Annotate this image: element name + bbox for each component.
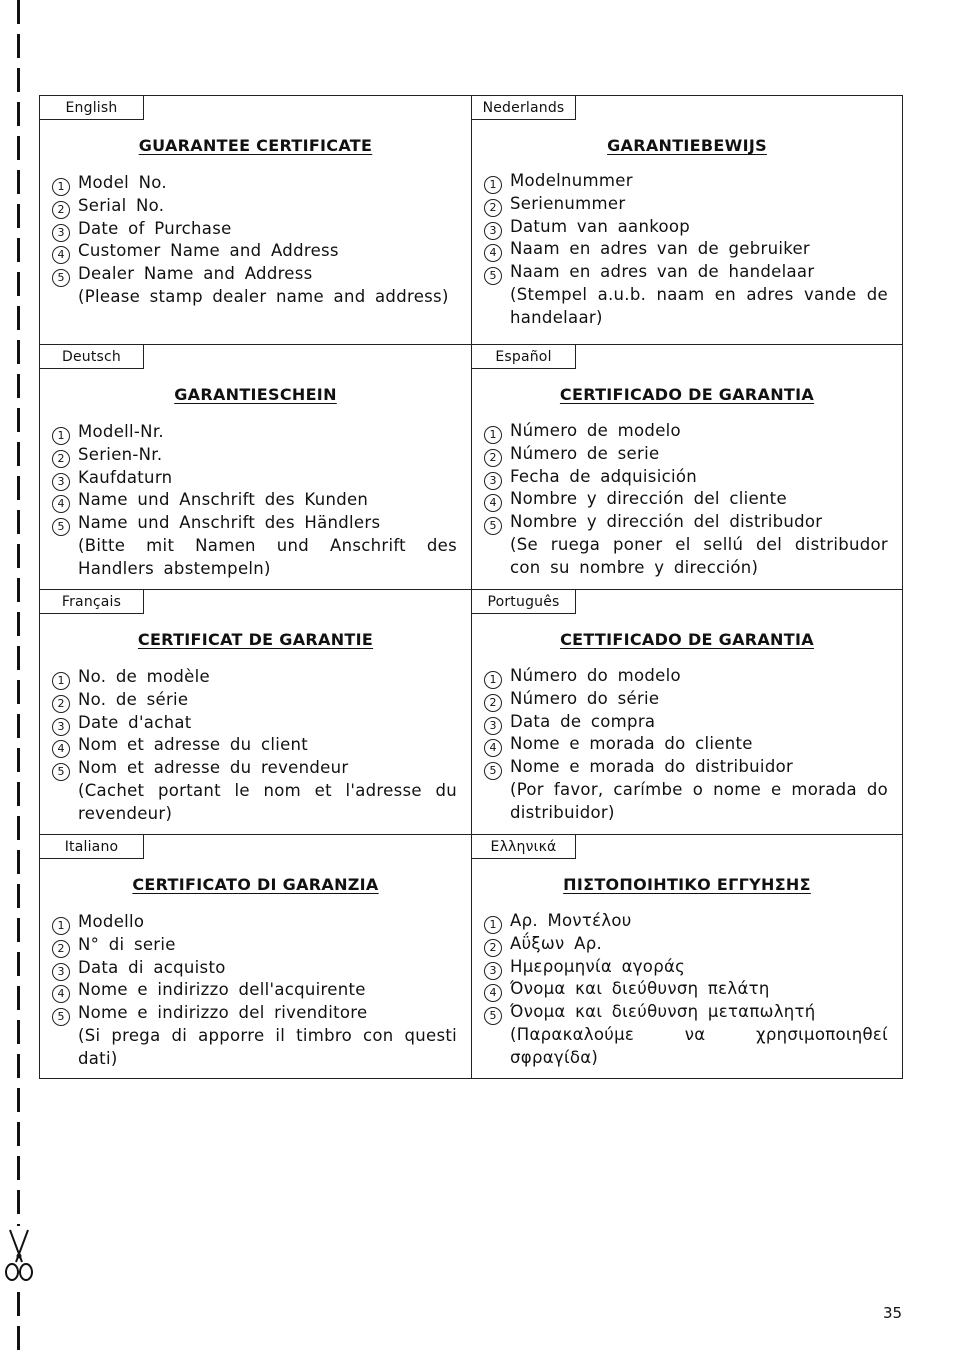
section-title: ΠΙΣΤΟΠΟΙΗΤΙΚΟ ΕΓΓΥΗΣΗΣ <box>563 875 811 894</box>
certificate-section-2 <box>472 96 902 345</box>
section-title: CETTIFICADO DE GARANTIA <box>560 630 814 649</box>
field-item <box>484 978 888 1001</box>
field-label: Nombre y dirección del cliente <box>510 489 787 509</box>
field-item <box>484 688 888 711</box>
field-item <box>52 195 457 218</box>
field-item <box>484 665 888 688</box>
field-label: Ημερομηνία αγοράς <box>510 956 686 976</box>
certificate-section-1 <box>40 96 472 345</box>
item-number-marker: 3 <box>484 222 502 240</box>
field-label: Número de modelo <box>510 421 681 440</box>
item-number-marker: 4 <box>52 740 70 758</box>
field-item <box>52 1002 457 1025</box>
section-title: CERTIFICAT DE GARANTIE <box>137 630 374 649</box>
certificate-section-6 <box>472 590 902 835</box>
item-number-marker: 5 <box>52 1008 70 1026</box>
field-label: Data di acquisto <box>78 957 226 977</box>
item-number-marker: 1 <box>484 671 502 689</box>
page-number: 35 <box>883 1304 903 1322</box>
field-label: Serial No. <box>78 195 165 215</box>
item-number-marker: 5 <box>484 267 502 285</box>
item-number-marker: 3 <box>52 718 70 736</box>
field-label: Nome e morada do cliente <box>510 734 753 754</box>
certificate-section-8 <box>472 835 902 1078</box>
field-item <box>484 261 888 284</box>
section-title: CERTIFICATO DI GARANZIA <box>132 875 379 894</box>
field-item <box>484 420 888 443</box>
item-number-marker: 3 <box>484 472 502 490</box>
field-label: Fecha de adquisición <box>510 466 697 486</box>
item-number-marker: 4 <box>52 246 70 264</box>
field-list <box>484 420 888 580</box>
field-item <box>484 488 888 511</box>
item-number-marker: 5 <box>52 763 70 781</box>
item-number-marker: 2 <box>484 449 502 467</box>
field-list <box>484 665 888 825</box>
item-number-marker: 2 <box>52 450 70 468</box>
field-label: Dealer Name and Address <box>78 264 313 284</box>
section-title: GUARANTEE CERTIFICATE <box>138 136 373 155</box>
field-label: Όνομα και διεύθυνση πελάτη <box>510 979 770 999</box>
item-number-marker: 2 <box>484 694 502 712</box>
field-item <box>484 443 888 466</box>
field-label: Customer Name and Address <box>78 241 339 261</box>
field-label: Nome e indirizzo del rivenditore <box>78 1003 368 1023</box>
language-label: Nederlands <box>472 96 576 120</box>
item-number-marker: 5 <box>52 518 70 536</box>
language-label: Français <box>40 590 144 614</box>
language-label: Português <box>472 590 576 614</box>
item-number-marker: 4 <box>52 495 70 513</box>
field-item <box>484 170 888 193</box>
field-item <box>52 957 457 980</box>
section-title: GARANTIESCHEIN <box>174 385 337 404</box>
field-label: Model No. <box>78 173 167 192</box>
item-number-marker: 4 <box>484 984 502 1002</box>
field-label: Serien-Nr. <box>78 444 163 464</box>
item-number-marker: 1 <box>484 426 502 444</box>
scissors-icon <box>2 1226 36 1286</box>
field-item <box>52 444 457 467</box>
field-label: Αΰξων Αρ. <box>510 933 603 953</box>
field-label: Naam en adres van de gebruiker <box>510 239 811 259</box>
cut-line <box>17 0 20 1352</box>
item-number-marker: 5 <box>484 517 502 535</box>
item-number-marker: 1 <box>484 176 502 194</box>
field-label: Data de compra <box>510 711 656 731</box>
field-label: Date of Purchase <box>78 218 232 238</box>
certificate-grid <box>39 95 903 1079</box>
field-label: Número do série <box>510 688 660 708</box>
certificate-section-3 <box>40 345 472 590</box>
language-label: English <box>40 96 144 120</box>
item-number-marker: 3 <box>52 963 70 981</box>
field-list <box>52 666 457 826</box>
field-item <box>484 910 888 933</box>
field-item <box>484 711 888 734</box>
stamp-note: (Παρακαλούμε να χρησιμοποιηθεί σφραγίδα) <box>510 1024 888 1067</box>
field-label: N° di serie <box>78 934 176 954</box>
stamp-note: (Se ruega poner el sellú del distribudor con su nombre y dirección) <box>510 534 888 577</box>
field-label: Naam en adres van de handelaar <box>510 262 815 282</box>
stamp-note: (Bitte mit Namen und Anschrift des Handlers abstempeln) <box>78 535 457 578</box>
field-item <box>52 263 457 286</box>
field-item <box>52 712 457 735</box>
field-label: Kaufdaturn <box>78 467 173 487</box>
field-list <box>52 172 457 309</box>
field-label: Όνομα και διεύθυνση μεταπωλητή <box>510 1002 816 1022</box>
item-number-marker: 2 <box>484 939 502 957</box>
field-item <box>484 733 888 756</box>
field-item <box>52 934 457 957</box>
field-label: No. de modèle <box>78 667 210 686</box>
certificate-section-7 <box>40 835 472 1078</box>
item-number-marker: 4 <box>52 985 70 1003</box>
item-number-marker: 4 <box>484 244 502 262</box>
field-list <box>52 421 457 581</box>
stamp-note: (Stempel a.u.b. naam en adres vande de handelaar) <box>510 284 888 327</box>
field-item <box>52 666 457 689</box>
field-item <box>52 421 457 444</box>
item-number-marker: 1 <box>52 178 70 196</box>
field-list <box>484 170 888 330</box>
item-number-marker: 4 <box>484 494 502 512</box>
field-label: Αρ. Μοντέλου <box>510 911 632 930</box>
field-item <box>52 979 457 1002</box>
stamp-note: (Si prega di apporre il timbro con questi dati) <box>78 1025 457 1068</box>
language-label: Deutsch <box>40 345 144 369</box>
field-label: Date d'achat <box>78 712 192 732</box>
language-label: Italiano <box>40 835 144 859</box>
stamp-note: (Cachet portant le nom et l'adresse du revendeur) <box>78 780 457 823</box>
field-item <box>52 512 457 535</box>
field-item <box>484 956 888 979</box>
field-label: Nome e indirizzo dell'acquirente <box>78 980 366 1000</box>
field-list <box>484 910 888 1070</box>
field-item <box>484 511 888 534</box>
field-label: Datum van aankoop <box>510 216 691 236</box>
field-item <box>52 734 457 757</box>
field-item <box>52 218 457 241</box>
item-number-marker: 3 <box>52 473 70 491</box>
item-number-marker: 3 <box>484 717 502 735</box>
item-number-marker: 2 <box>484 199 502 217</box>
field-item <box>484 238 888 261</box>
section-title: GARANTIEBEWIJS <box>607 136 767 155</box>
certificate-section-5 <box>40 590 472 835</box>
field-label: Nombre y dirección del distribudor <box>510 512 823 532</box>
field-item <box>484 466 888 489</box>
stamp-note: (Por favor, carímbe o nome e morada do distribuidor) <box>510 779 888 822</box>
field-item <box>52 172 457 195</box>
field-item <box>52 489 457 512</box>
certificate-section-4 <box>472 345 902 590</box>
item-number-marker: 2 <box>52 940 70 958</box>
field-label: Número do modelo <box>510 666 681 685</box>
field-label: Serienummer <box>510 193 626 213</box>
item-number-marker: 4 <box>484 739 502 757</box>
field-label: Nome e morada do distribuidor <box>510 757 794 777</box>
field-label: Nom et adresse du revendeur <box>78 758 349 778</box>
stamp-note: (Please stamp dealer name and address) <box>78 286 449 306</box>
item-number-marker: 1 <box>52 917 70 935</box>
item-number-marker: 3 <box>52 224 70 242</box>
item-number-marker: 2 <box>52 695 70 713</box>
item-number-marker: 1 <box>484 916 502 934</box>
field-label: Name und Anschrift des Kunden <box>78 490 369 510</box>
field-item <box>484 756 888 779</box>
field-item <box>484 216 888 239</box>
field-label: Modello <box>78 912 145 931</box>
item-number-marker: 2 <box>52 201 70 219</box>
field-item <box>52 911 457 934</box>
language-label: Español <box>472 345 576 369</box>
field-list <box>52 911 457 1071</box>
field-label: Número de serie <box>510 443 660 463</box>
item-number-marker: 1 <box>52 427 70 445</box>
field-item <box>52 467 457 490</box>
language-label: Ελληνικά <box>472 835 576 859</box>
field-label: Modell-Nr. <box>78 422 164 441</box>
field-label: Modelnummer <box>510 171 633 190</box>
field-item <box>484 1001 888 1024</box>
item-number-marker: 5 <box>484 762 502 780</box>
item-number-marker: 5 <box>484 1007 502 1025</box>
item-number-marker: 5 <box>52 269 70 287</box>
field-label: No. de série <box>78 689 189 709</box>
field-label: Name und Anschrift des Händlers <box>78 513 381 533</box>
field-item <box>52 689 457 712</box>
item-number-marker: 3 <box>484 962 502 980</box>
field-item <box>484 193 888 216</box>
field-item <box>484 933 888 956</box>
item-number-marker: 1 <box>52 672 70 690</box>
field-item <box>52 240 457 263</box>
field-item <box>52 757 457 780</box>
section-title: CERTIFICADO DE GARANTIA <box>559 385 815 404</box>
field-label: Nom et adresse du client <box>78 735 309 755</box>
